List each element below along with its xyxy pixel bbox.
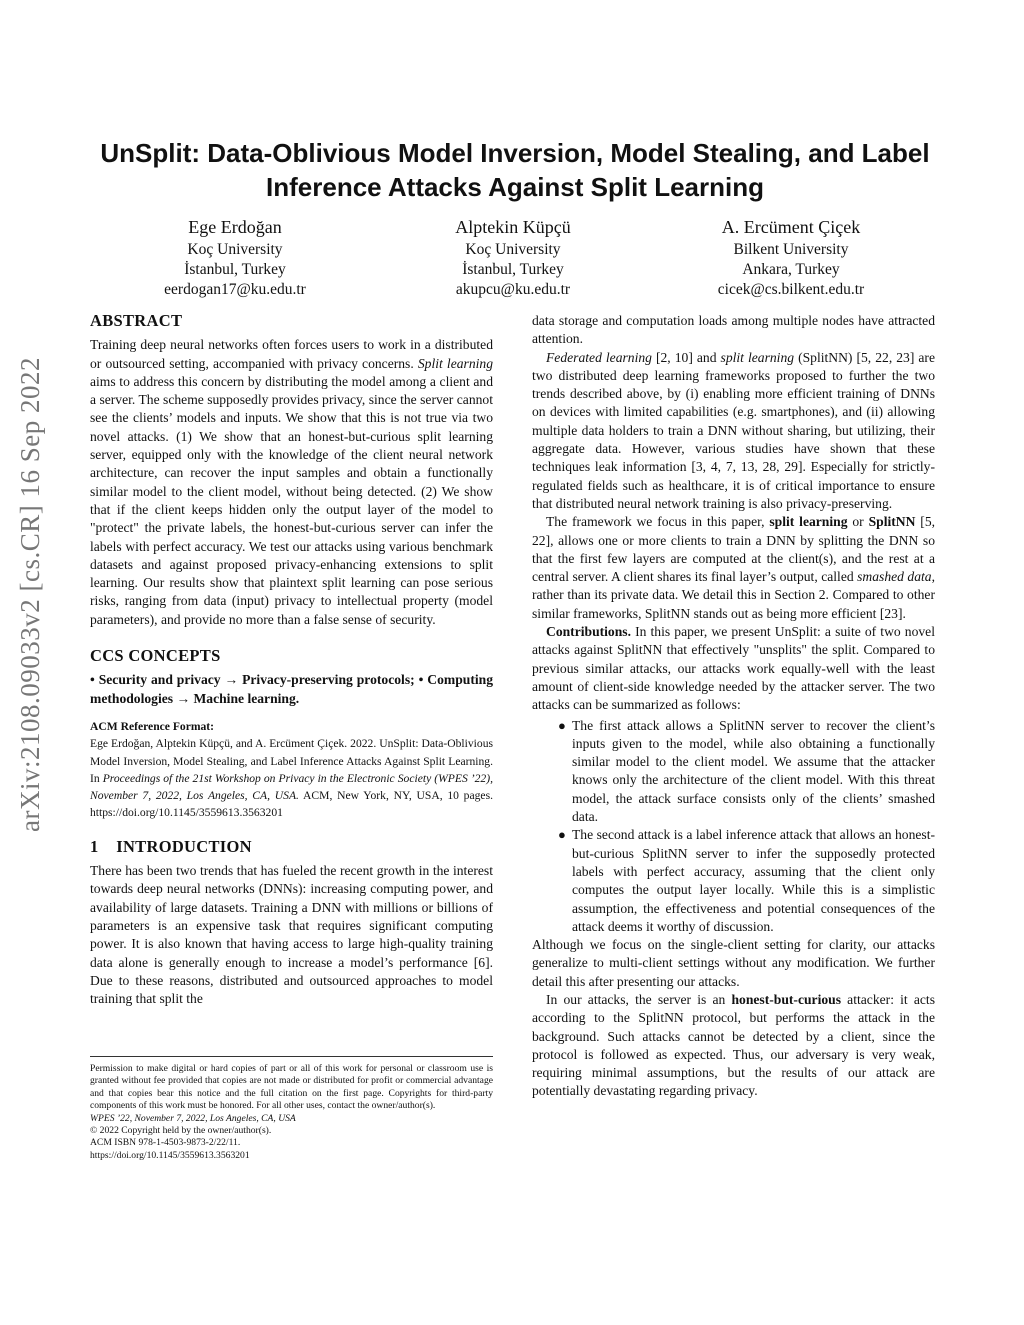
list-item: ● The second attack is a label inference attack that allows an honest-but-curious SplitNN server to infer the supposedly protected labels with perfect accuracy, assuming that the client only computes the output layer locally. While this is a simplistic assumption, the effectiveness and potential consequences of the attack deems it worthy of discussion. — [558, 827, 935, 934]
author-name: Alptekin Küpçü — [455, 217, 571, 237]
abstract-text: Training deep neural networks often forces users to work in a distributed or outsourced setting, accompanied with privacy concerns. Split learning aims to address this concern by distributing the model among a client and a server. The scheme supposedly provides privacy, since the server cannot see the clients’ models and inputs. We show that this is not true via two novel attacks. (1) We show that an honest-but-curious split learning server, equipped only with the knowledge of the client neural network architecture, can recover the input samples and obtain a functionally similar model to the client model, without being detected. (2) We show that if the client keeps hidden only the output layer of the model to "protect" the private labels, the honest-but-curious server can infer the labels with perfect accuracy. We test our attacks using various benchmark datasets and against proposed privacy-enhancing extensions to split learning. Our results show that plaintext split learning can pose serious risks, ranging from data (input) privacy to intellectual property (model parameters), and provide no more than a false sense of security. — [90, 337, 493, 627]
author-3 — [646, 216, 936, 300]
author-affiliation: Bilkent University — [733, 241, 849, 258]
author-location: Ankara, Turkey — [742, 261, 840, 278]
bullet-icon: ● — [558, 717, 566, 733]
body-paragraph: data storage and computation loads among multiple nodes have attracted attention. — [532, 313, 935, 347]
acm-reference-heading: ACM Reference Format: — [90, 719, 215, 733]
right-column — [532, 312, 935, 1101]
contributions-paragraph: Contributions. In this paper, we present UnSplit: a suite of two novel attacks against SplitNN that effectively "unsplits" the split. Compared to previous similar attacks, our attacks work equally-well with the least amount of client-side knowledge needed by the attacker server. The two attacks can be summarized as follows: — [532, 624, 935, 713]
author-name: A. Ercüment Çiçek — [721, 217, 861, 237]
body-paragraph: Federated learning [2, 10] and split learning (SplitNN) [5, 22, 23] are two distributed deep learning frameworks proposed to further the two trends described above, by (i) enabling more efficient training of DNNs on devices with limited capabilities (e.g. smartphones), and (ii) allowing multiple data holders to train a DNN without sharing, but utilizing, their aggregate data. However, various studies have shown that these techniques leak information [3, 4, 7, 13, 28, 29]. Especially for strictly-regulated fields such as healthcare, it is of critical importance to ensure that distributed neural network training is also privacy-preserving. — [532, 349, 935, 511]
footnote-copyright: © 2022 Copyright held by the owner/author(s). — [90, 1125, 272, 1137]
body-paragraph: The framework we focus in this paper, split learning or SplitNN [5, 22], allows one or more clients to train a DNN by splitting the DNN so that the first few layers are computed at the client(s), and the rest at a central server. A client shares its final layer’s output, called smashed data, rather than its private data. We detail this in Section 2. Compared to other similar frameworks, SplitNN stands out as being more efficient [23]. — [532, 514, 936, 621]
author-1 — [90, 216, 380, 300]
author-email: akupcu@ku.edu.tr — [455, 281, 571, 298]
introduction-heading: 1 INTRODUCTION — [90, 836, 252, 856]
author-name: Ege Erdoğan — [188, 217, 282, 237]
author-location: İstanbul, Turkey — [462, 261, 564, 278]
bullet-icon: ● — [558, 827, 566, 843]
contribution-list — [532, 717, 935, 937]
author-2 — [368, 216, 658, 300]
author-email: eerdogan17@ku.edu.tr — [164, 281, 306, 298]
author-location: İstanbul, Turkey — [184, 261, 286, 278]
ccs-concepts: • Security and privacy → Privacy-preserving protocols; • Computing methodologies → Machine learning. — [90, 672, 493, 706]
footnote-isbn: ACM ISBN 978-1-4503-9873-2/22/11. — [90, 1137, 241, 1149]
paper-title: UnSplit: Data-Oblivious Model Inversion, Model Stealing, and Label Inference Attacks Against Split Learning — [100, 138, 930, 202]
abstract-heading: ABSTRACT — [90, 311, 183, 330]
footnote-venue: WPES ’22, November 7, 2022, Los Angeles, CA, USA — [90, 1112, 296, 1124]
body-paragraph: Although we focus on the single-client setting for clarity, our attacks generalize to multi-client settings without any modification. We further detail this after presenting our attacks. — [532, 937, 935, 989]
introduction-paragraph: There has been two trends that has fueled the recent growth in the interest towards deep neural networks (DNNs): increasing computing power, and availability of large datasets. Training a DNN with millions or billions of parameters is an expensive task that requires significant computing power. It is also known that having access to large high-quality training data alone is generally enough to increase a model’s performance [6]. Due to these reasons, distributed and outsourced approaches to model training that split the — [90, 863, 493, 1007]
footnote-doi[interactable]: https://doi.org/10.1145/3559613.3563201 — [90, 1149, 250, 1161]
author-email: cicek@cs.bilkent.edu.tr — [717, 281, 865, 298]
author-affiliation: Koç University — [187, 241, 283, 258]
acm-reference — [90, 718, 493, 822]
list-item: ● The first attack allows a SplitNN server to recover the client’s inputs given to the model, while also obtaining a functionally similar model to the client model. We assume that the attacker knows only the architecture of the client model. With this threat model, the attack surface consists only of the clients’ smashed data. — [558, 717, 935, 825]
author-affiliation: Koç University — [465, 241, 561, 258]
footnote-permission: Permission to make digital or hard copies of part or all of this work for personal or classroom use is granted without fee provided that copies are not made or distributed for profit or commercial advantage and that copies bear this notice and the full citation on the first page. Copyrights for third-party components of this work must be honored. For all other uses, contact the owner/author(s). — [90, 1063, 493, 1112]
arxiv-identifier: arXiv:2108.09033v2 [cs.CR] 16 Sep 2022 — [15, 357, 45, 832]
acm-reference-text: Ege Erdoğan, Alptekin Küpçü, and A. Ercüment Çiçek. 2022. UnSplit: Data-Oblivious Model Inversion, Model Stealing, and Label Inference Attacks Against Split Learning. In Proceedings of the 21st Workshop on Privacy in the Electronic Society (WPES ’22), November 7, 2022, Los Angeles, CA, USA. ACM, New York, NY, USA, 10 pages. https://doi.org/10.1145/3559613.3563201 — [90, 737, 493, 820]
ccs-heading: CCS CONCEPTS — [90, 646, 221, 666]
body-paragraph: In our attacks, the server is an honest-but-curious attacker: it acts according to the SplitNN protocol, but performs the attack in the background. Such attacks cannot be detected by a client, since the protocol is followed as expected. Thus, our adversary is very weak, requiring minimal assumptions, but the results of our attack are potentially devastating regarding privacy. — [532, 991, 935, 1099]
permission-footnote — [90, 1056, 493, 1162]
left-column — [90, 312, 493, 1008]
